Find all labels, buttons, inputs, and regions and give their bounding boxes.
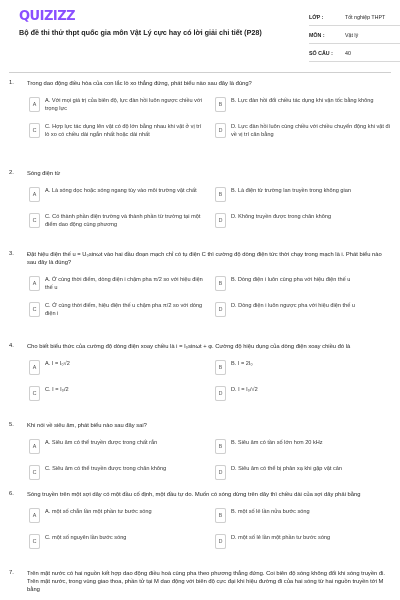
option-letter: B xyxy=(215,187,226,202)
quizizz-logo: QUIZIZZ xyxy=(19,9,76,24)
option-text: A. Là sóng dọc hoặc sóng ngang tùy vào môi trường vật chất xyxy=(45,188,197,194)
question-number: 5. xyxy=(9,422,14,428)
answer-option-a[interactable] xyxy=(29,186,205,206)
option-letter: C xyxy=(29,123,40,138)
option-text: C. Có thành phần điện trường và thành phần từ trường tại một điểm dao động cùng phương xyxy=(45,214,201,228)
question-2 xyxy=(9,170,391,232)
option-text: D. một số lẻ lần một phần tư bước sóng xyxy=(231,535,331,541)
answer-option-b[interactable] xyxy=(215,275,391,295)
question-text: Cho biết biểu thức của cường độ dòng điện xoay chiều là i = I₀sinωt + φ. Cường độ hiệu dụng của dòng điện xoay chiều đó là xyxy=(27,344,351,350)
question-number: 1. xyxy=(9,80,14,86)
option-letter: A xyxy=(29,97,40,112)
answer-option-a[interactable] xyxy=(29,96,205,116)
option-text: C. I = I₀/2 xyxy=(45,387,69,393)
answer-option-a[interactable] xyxy=(29,507,205,527)
question-6 xyxy=(9,491,391,553)
meta-subject-row xyxy=(309,29,400,44)
option-letter: A xyxy=(29,187,40,202)
meta-label: LỚP : xyxy=(309,15,324,21)
option-text: D. Dòng điện i luôn ngược pha với hiệu điện thế u xyxy=(231,303,355,309)
option-letter: B xyxy=(215,276,226,291)
option-letter: C xyxy=(29,302,40,317)
option-text: C. Ở cùng thời điểm, hiệu điện thế u chậm pha π/2 so với dòng điện i xyxy=(45,303,203,317)
question-text: Trên mặt nước có hai nguồn kết hợp dao động điều hoà cùng pha theo phương thẳng đứng. Coi biên độ sóng không đổi khi sóng truyền đi. Trên mặt nước, trong vùng giao thoa, phần tử tại M dao động với biên độ cực đại khi hiệu đường đi của hai sóng từ hai nguồn truyền tới M bằng xyxy=(27,571,386,593)
meta-class-row xyxy=(309,11,400,26)
answer-option-c[interactable] xyxy=(29,533,205,553)
answer-options xyxy=(29,359,391,405)
option-letter: D xyxy=(215,386,226,401)
option-letter: D xyxy=(215,123,226,138)
option-text: B. Siêu âm có tần số lớn hơn 20 kHz xyxy=(231,440,323,446)
option-letter: D xyxy=(215,213,226,228)
answer-option-d[interactable] xyxy=(215,533,391,553)
option-text: A. một số chẵn lần một phần tư bước sóng xyxy=(45,509,152,515)
option-text: A. Với mọi giá trị của biên độ, lực đàn hồi luôn ngược chiều với trọng lực xyxy=(45,98,202,112)
option-letter: B xyxy=(215,97,226,112)
answer-option-d[interactable] xyxy=(215,464,391,484)
option-text: D. Lực đàn hồi luôn cùng chiều với chiều chuyển động khi vật đi về vị trí cân bằng xyxy=(231,124,390,138)
option-text: B. một số lẻ lần nửa bước sóng xyxy=(231,509,310,515)
answer-option-c[interactable] xyxy=(29,122,205,142)
question-number: 2. xyxy=(9,170,14,176)
option-text: C. Hợp lực tác dụng lên vật có độ lớn bằng nhau khi vật ở vị trí lò xo có chiều dài ngắn nhất hoặc dài nhất xyxy=(45,124,202,138)
meta-label: SỐ CÂU : xyxy=(309,51,333,57)
question-text: Sóng điện từ xyxy=(27,171,61,177)
option-letter: D xyxy=(215,302,226,317)
answer-option-b[interactable] xyxy=(215,186,391,206)
answer-options xyxy=(29,275,391,321)
option-text: B. Dòng điện i luôn cùng pha với hiệu điện thế u xyxy=(231,277,351,283)
option-letter: C xyxy=(29,213,40,228)
question-number: 4. xyxy=(9,343,14,349)
option-letter: D xyxy=(215,534,226,549)
option-letter: D xyxy=(215,465,226,480)
worksheet-header xyxy=(9,0,391,73)
question-4 xyxy=(9,343,391,405)
question-1 xyxy=(9,80,391,142)
page-title: Bộ đề thi thử thpt quốc gia môn Vật Lý cực hay có lời giải chi tiết (P28) xyxy=(19,28,262,37)
option-text: D. I = I₀/√2 xyxy=(231,387,258,393)
option-text: A. I = I₀√2 xyxy=(45,361,70,367)
answer-options xyxy=(29,507,391,553)
option-letter: B xyxy=(215,508,226,523)
answer-option-c[interactable] xyxy=(29,301,205,321)
option-letter: C xyxy=(29,465,40,480)
meta-panel xyxy=(309,11,400,65)
answer-option-d[interactable] xyxy=(215,301,391,321)
option-letter: B xyxy=(215,360,226,375)
option-letter: A xyxy=(29,508,40,523)
answer-option-b[interactable] xyxy=(215,438,391,458)
answer-option-a[interactable] xyxy=(29,275,205,295)
meta-value: 40 xyxy=(345,51,351,57)
question-text: Trong dao động điều hòa của con lắc lò xo thẳng đứng, phát biểu nào sau đây là đúng? xyxy=(27,81,252,87)
question-3 xyxy=(9,251,391,321)
option-text: A. Ở cùng thời điểm, dòng điện i chậm pha π/2 so với hiệu điện thế u xyxy=(45,277,203,291)
answer-option-c[interactable] xyxy=(29,385,205,405)
answer-option-a[interactable] xyxy=(29,438,205,458)
option-text: C. Siêu âm có thể truyền được trong chân không xyxy=(45,466,167,472)
meta-label: MÔN : xyxy=(309,33,325,39)
answer-option-a[interactable] xyxy=(29,359,205,379)
option-text: C. một số nguyên lần bước sóng xyxy=(45,535,127,541)
question-text: Sóng truyền trên một sợi dây có một đầu cố định, một đầu tự do. Muốn có sóng dừng trên dây thì chiều dài của sợi dây phải bằng xyxy=(27,492,361,498)
option-text: D. Không truyền được trong chân không xyxy=(231,214,332,220)
question-number: 3. xyxy=(9,251,14,257)
answer-options xyxy=(29,438,391,484)
question-number: 7. xyxy=(9,570,14,576)
answer-option-d[interactable] xyxy=(215,385,391,405)
answer-option-d[interactable] xyxy=(215,212,391,232)
option-letter: A xyxy=(29,439,40,454)
answer-option-b[interactable] xyxy=(215,359,391,379)
option-text: B. Là điện từ trường lan truyền trong không gian xyxy=(231,188,351,194)
answer-option-c[interactable] xyxy=(29,464,205,484)
question-7 xyxy=(9,570,391,594)
answer-options xyxy=(29,96,391,142)
meta-value: Vật lý xyxy=(345,33,359,39)
question-text: Đặt hiệu điện thế u = U₀sinωt vào hai đầu đoạn mạch chỉ có tụ điện C thì cường độ dòng điện tức thời chạy trong mạch là i. Phát biểu nào sau đây là đúng? xyxy=(27,252,382,266)
question-number: 6. xyxy=(9,491,14,497)
answer-options xyxy=(29,186,391,232)
answer-option-c[interactable] xyxy=(29,212,205,232)
option-letter: C xyxy=(29,534,40,549)
option-text: B. I = 2I₀ xyxy=(231,361,253,367)
answer-option-b[interactable] xyxy=(215,96,391,116)
option-letter: C xyxy=(29,386,40,401)
question-5 xyxy=(9,422,391,484)
option-text: B. Lực đàn hồi đổi chiều tác dụng khi vận tốc bằng không xyxy=(231,98,374,104)
meta-count-row xyxy=(309,47,400,62)
option-letter: A xyxy=(29,276,40,291)
option-text: D. Siêu âm có thể bị phản xạ khi gặp vật cản xyxy=(231,466,343,472)
question-text: Khi nói về siêu âm, phát biểu nào sau đây sai? xyxy=(27,423,147,429)
option-letter: B xyxy=(215,439,226,454)
meta-value: Tốt nghiệp THPT xyxy=(345,15,386,21)
answer-option-b[interactable] xyxy=(215,507,391,527)
answer-option-d[interactable] xyxy=(215,122,391,142)
option-text: A. Siêu âm có thể truyền được trong chất rắn xyxy=(45,440,158,446)
option-letter: A xyxy=(29,360,40,375)
